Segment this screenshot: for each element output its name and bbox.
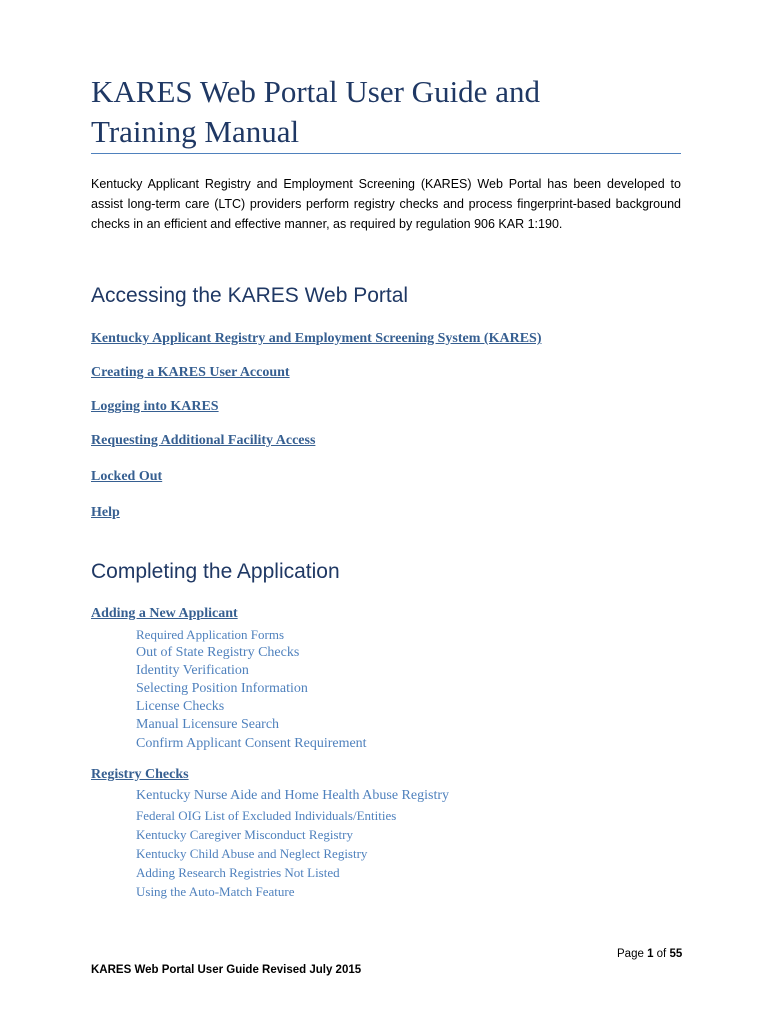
- page-number: [617, 948, 682, 960]
- toc-subitem-identity-verification[interactable]: Identity Verification: [136, 663, 249, 678]
- toc-subitem-out-of-state-checks[interactable]: Out of State Registry Checks: [136, 645, 300, 660]
- toc-link-kares-system[interactable]: Kentucky Applicant Registry and Employment Screening System (KARES): [91, 331, 542, 346]
- page-number-total: 55: [669, 948, 683, 960]
- toc-link-help[interactable]: Help: [91, 505, 120, 520]
- toc-subitem-research-registries[interactable]: Adding Research Registries Not Listed: [136, 865, 340, 880]
- toc-subitem-consent-requirement[interactable]: Confirm Applicant Consent Requirement: [136, 736, 367, 751]
- toc-link-additional-facility-access[interactable]: Requesting Additional Facility Access: [91, 433, 316, 448]
- section-heading-completing: Completing the Application: [91, 560, 340, 583]
- title-divider: [91, 153, 681, 154]
- footer-text: KARES Web Portal User Guide Revised July 2015: [91, 964, 362, 976]
- toc-subitem-license-checks[interactable]: License Checks: [136, 699, 225, 714]
- toc-link-creating-account[interactable]: Creating a KARES User Account: [91, 365, 290, 380]
- toc-subitem-federal-oig-list[interactable]: Federal OIG List of Excluded Individuals/Entities: [136, 808, 397, 823]
- toc-link-locked-out[interactable]: Locked Out: [91, 469, 163, 484]
- title-line-2: Training Manual: [91, 114, 300, 149]
- toc-link-adding-applicant[interactable]: Adding a New Applicant: [91, 606, 238, 621]
- section-heading-accessing: Accessing the KARES Web Portal: [91, 284, 409, 307]
- toc-subitem-caregiver-misconduct[interactable]: Kentucky Caregiver Misconduct Registry: [136, 827, 353, 842]
- toc-subitem-child-abuse-registry[interactable]: Kentucky Child Abuse and Neglect Registry: [136, 846, 368, 861]
- toc-subitem-nurse-aide-registry[interactable]: Kentucky Nurse Aide and Home Health Abuse Registry: [136, 788, 449, 803]
- page-number-of: of: [653, 948, 670, 960]
- intro-paragraph: Kentucky Applicant Registry and Employment Screening (KARES) Web Portal has been developed to assist long-term care (LTC) providers perform registry checks and process fingerprint-based background checks in an efficient and effective manner, as required by regulation 906 KAR 1:190.: [91, 177, 681, 231]
- toc-link-logging-in[interactable]: Logging into KARES: [91, 399, 219, 414]
- toc-subitem-manual-licensure-search[interactable]: Manual Licensure Search: [136, 717, 280, 732]
- toc-subitem-required-forms[interactable]: Required Application Forms: [136, 627, 285, 642]
- toc-subitem-auto-match[interactable]: Using the Auto-Match Feature: [136, 884, 295, 899]
- page-number-current: 1: [647, 948, 654, 960]
- toc-subitem-position-information[interactable]: Selecting Position Information: [136, 681, 308, 696]
- document-title: [91, 72, 691, 152]
- page-number-prefix: Page: [617, 948, 648, 960]
- title-line-1: KARES Web Portal User Guide and: [91, 74, 540, 109]
- toc-link-registry-checks[interactable]: Registry Checks: [91, 767, 189, 782]
